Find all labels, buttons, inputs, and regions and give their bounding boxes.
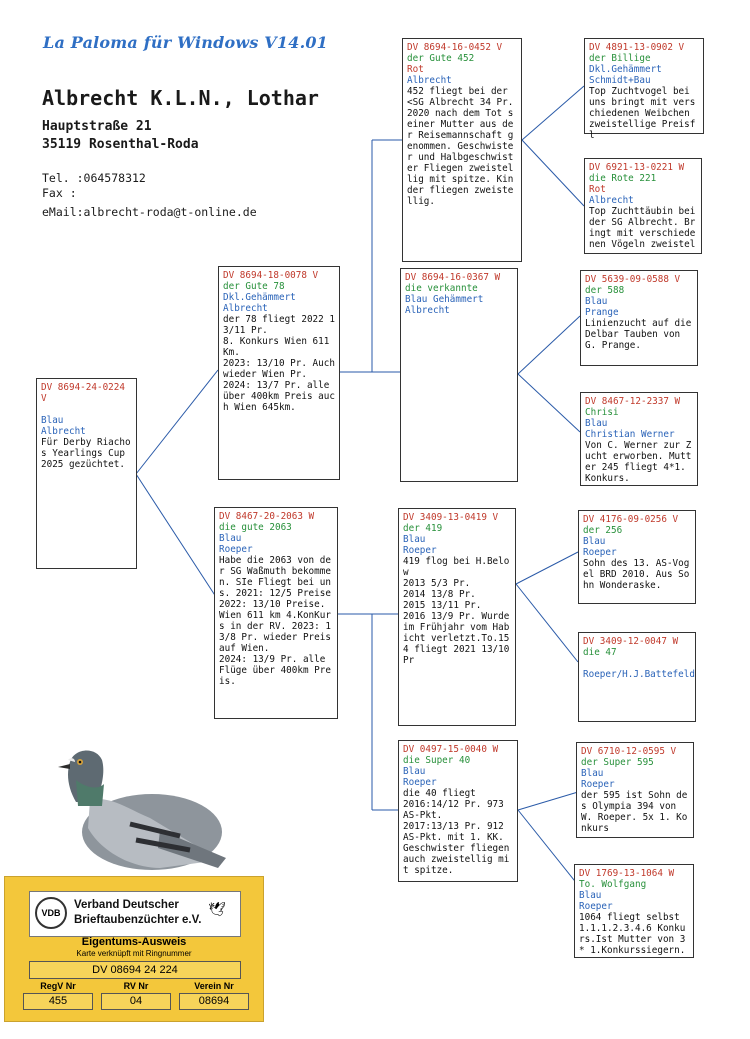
pigeon-breeder: Roeper [581, 779, 615, 790]
pigeon-name: die gute 2063 [219, 522, 292, 533]
pigeon-name: To. Wolfgang [579, 879, 647, 890]
pigeon-color: Blau [403, 766, 426, 777]
badge-title: Eigentums-Ausweis [81, 936, 187, 948]
vdb-logo-icon: VDB [35, 897, 67, 929]
ring-number: DV 8694-16-0367 W [405, 272, 501, 283]
badge-regv [23, 981, 93, 1010]
ring-number: DV 4176-09-0256 V [583, 514, 679, 525]
pigeon-color: Blau Gehämmert [405, 294, 484, 305]
badge-regv-label: RegV Nr [40, 981, 76, 991]
owner-city: 35119 Rosenthal-Roda [42, 137, 199, 152]
pigeon-color: Rot [407, 64, 424, 75]
pigeon-color: Rot [589, 184, 606, 195]
pigeon-note: Top Zuchttäubin bei der SG Albrecht. Bringt mit verschiedenen Vögeln zweistel [589, 206, 696, 250]
pedigree-card-maternal-grandmother[interactable] [398, 740, 518, 882]
pedigree-card-ffm[interactable] [584, 158, 702, 254]
pigeon-breeder: Christian Werner [585, 429, 675, 440]
pedigree-card-subject[interactable] [36, 378, 137, 569]
pigeon-breeder: Albrecht [223, 303, 268, 314]
ring-number: DV 3409-13-0419 V [403, 512, 499, 523]
badge-regv-value: 455 [23, 993, 93, 1010]
pigeon-breeder: Roeper [403, 545, 437, 556]
pigeon-name: der 256 [583, 525, 623, 536]
owner-fax: Fax : [42, 186, 77, 200]
name-placeholder [41, 404, 132, 415]
pigeon-color: Blau [219, 533, 242, 544]
pedigree-card-mmm[interactable] [574, 864, 694, 958]
ring-number: DV 1769-13-1064 W [579, 868, 675, 879]
pedigree-card-paternal-grandfather[interactable] [402, 38, 522, 262]
pigeon-name: der 419 [403, 523, 443, 534]
pigeon-color: Blau [583, 536, 606, 547]
pedigree-card-mfm[interactable] [578, 632, 696, 722]
pigeon-note: Top Zuchtvogel bei uns bringt mit verschiedenen Weibchen zweistellige Preisfl [589, 86, 696, 141]
pigeon-breeder: Roeper [579, 901, 613, 912]
pigeon-note: 419 flog bei H.Below 2013 5/3 Pr. 2014 13/8 Pr. 2015 13/11 Pr. 2016 13/9 Pr. Wurde im Frühjahr vom Habicht verletzt.To.154 fliegt 2021 13/10 Pr [403, 556, 510, 666]
pigeon-note: Sohn des 13. AS-Vogel BRD 2010. Aus Sohn Wonderaske. [583, 558, 690, 591]
badge-subtitle: Karte verknüpft mit Ringnummer [76, 949, 192, 958]
pigeon-name: die 47 [583, 647, 617, 658]
pigeon-note: Von C. Werner zur Zucht erworben. Mutter 245 fliegt 4*1. Konkurs. [585, 440, 692, 484]
pigeon-color: Blau [585, 296, 608, 307]
pigeon-name: der Billige [589, 53, 651, 64]
pigeon-breeder: Roeper [403, 777, 437, 788]
pigeon-name: der Super 595 [581, 757, 654, 768]
pigeon-name: die Super 40 [403, 755, 471, 766]
ring-number: DV 6921-13-0221 W [589, 162, 685, 173]
pigeon-color: Dkl.Gehämmert [589, 64, 662, 75]
pedigree-card-fff[interactable] [584, 38, 704, 141]
owner-street: Hauptstraße 21 [42, 119, 152, 134]
pigeon-breeder: Prange [585, 307, 619, 318]
pigeon-note: Linienzucht auf die Delbar Tauben von G. Prange. [585, 318, 692, 351]
pigeon-name: Chrisi [585, 407, 619, 418]
pigeon-note: 452 fliegt bei der <SG Albrecht 34 Pr. 2020 nach dem Tot seiner Mutter aus der Reisemannschaft genommen. Geschwister und Halbgeschwister Fliegen zweistellig mit spitze. Kinder fliegen zweistellig. [407, 86, 514, 207]
spacer [583, 658, 691, 669]
pigeon-photo [40, 740, 240, 880]
pigeon-note: der 595 ist Sohn des Olympia 394 von W. Roeper. 5x 1. Konkurs [581, 790, 688, 834]
ownership-card [4, 876, 264, 1022]
badge-rv-label: RV Nr [123, 981, 149, 991]
pigeon-color: Blau [585, 418, 608, 429]
pigeon-breeder: Albrecht [407, 75, 452, 86]
pigeon-note: der 78 fliegt 2022 13/11 Pr. 8. Konkurs Wien 611 Km. 2023: 13/10 Pr. Auch wieder Wien Pr. 2024: 13/7 Pr. alle über 400km Preis auch Wien 645km. [223, 314, 335, 413]
ring-number: DV 0497-15-0040 W [403, 744, 499, 755]
pigeon-name: der Gute 452 [407, 53, 475, 64]
pigeon-color: Dkl.Gehämmert [223, 292, 296, 303]
pigeon-note: Für Derby Riachos Yearlings Cup 2025 gezüchtet. [41, 437, 131, 470]
badge-verein [179, 981, 249, 1010]
owner-email: eMail:albrecht-roda@t-online.de [42, 205, 257, 219]
pedigree-card-mother[interactable] [214, 507, 338, 719]
pigeon-note: Habe die 2063 von der SG Waßmuth bekommen. SIe Fliegt bei uns. 2021: 12/5 Preise 2022: 13/10 Preise. Wien 611 km 4.KonKurs in der RV. 2023: 13/8 Pr. wieder Preis auf Wien. 2024: 13/9 Pr. alle Flüge über 400km Preis. [219, 555, 331, 687]
badge-rv-value: 04 [101, 993, 171, 1010]
pigeon-note: die 40 fliegt 2016:14/12 Pr. 973 AS-Pkt. 2017:13/13 Pr. 912 AS-Pkt. mit 1. KK. Geschwister fliegen auch zweistellig mit spitze. [403, 788, 510, 876]
pigeon-name: die verkannte [405, 283, 478, 294]
ring-number: DV 4891-13-0902 V [589, 42, 685, 53]
pigeon-breeder: Albrecht [41, 426, 86, 437]
pigeon-name: der Gute 78 [223, 281, 285, 292]
ring-number: DV 8694-24-0224 V [41, 382, 125, 404]
pigeon-breeder: Albrecht [589, 195, 634, 206]
ring-number: DV 8467-12-2337 W [585, 396, 681, 407]
pigeon-color: Blau [41, 415, 64, 426]
pigeon-color: Blau [581, 768, 604, 779]
ring-number: DV 8694-18-0078 V [223, 270, 319, 281]
pigeon-color: Blau [403, 534, 426, 545]
badge-org-line2: Brieftaubenzüchter e.V. [74, 914, 202, 926]
owner-tel: Tel. :064578312 [42, 171, 146, 185]
pedigree-card-fmf[interactable] [580, 270, 698, 366]
pedigree-card-fmm[interactable] [580, 392, 698, 486]
pigeon-name: der 588 [585, 285, 625, 296]
badge-org-line1: Verband Deutscher [74, 899, 179, 911]
pedigree-card-paternal-grandmother[interactable] [400, 268, 518, 482]
pedigree-card-mmf[interactable] [576, 742, 694, 838]
pigeon-breeder: Schmidt+Bau [589, 75, 651, 86]
app-title: La Paloma für Windows V14.01 [43, 33, 329, 52]
ring-number: DV 8694-16-0452 V [407, 42, 503, 53]
badge-verein-value: 08694 [179, 993, 249, 1010]
pedigree-card-father[interactable] [218, 266, 340, 480]
badge-verein-label: Verein Nr [194, 981, 234, 991]
pigeon-note: 1064 fliegt selbst 1.1.1.2.3.4.6 Konkurs.Ist Mutter von 3* 1.Konkurssiegern. [579, 912, 686, 956]
badge-rv [101, 981, 171, 1010]
ring-number: DV 6710-12-0595 V [581, 746, 677, 757]
pigeon-breeder: Roeper [219, 544, 253, 555]
pigeon-name: die Rote 221 [589, 173, 657, 184]
pigeon-breeder: Roeper/H.J.Battefeld [583, 669, 695, 680]
ring-number: DV 3409-12-0047 W [583, 636, 679, 647]
badge-ring-number: DV 08694 24 224 [29, 961, 241, 979]
pigeon-breeder: Albrecht [405, 305, 450, 316]
pigeon-emblem-icon: 🕊 [208, 901, 226, 917]
ring-number: DV 5639-09-0588 V [585, 274, 681, 285]
badge-header [29, 891, 241, 937]
ring-number: DV 8467-20-2063 W [219, 511, 315, 522]
pigeon-breeder: Roeper [583, 547, 617, 558]
pigeon-color: Blau [579, 890, 602, 901]
pedigree-card-mff[interactable] [578, 510, 696, 604]
pedigree-card-maternal-grandfather[interactable] [398, 508, 516, 726]
owner-name: Albrecht K.L.N., Lothar [42, 86, 319, 110]
